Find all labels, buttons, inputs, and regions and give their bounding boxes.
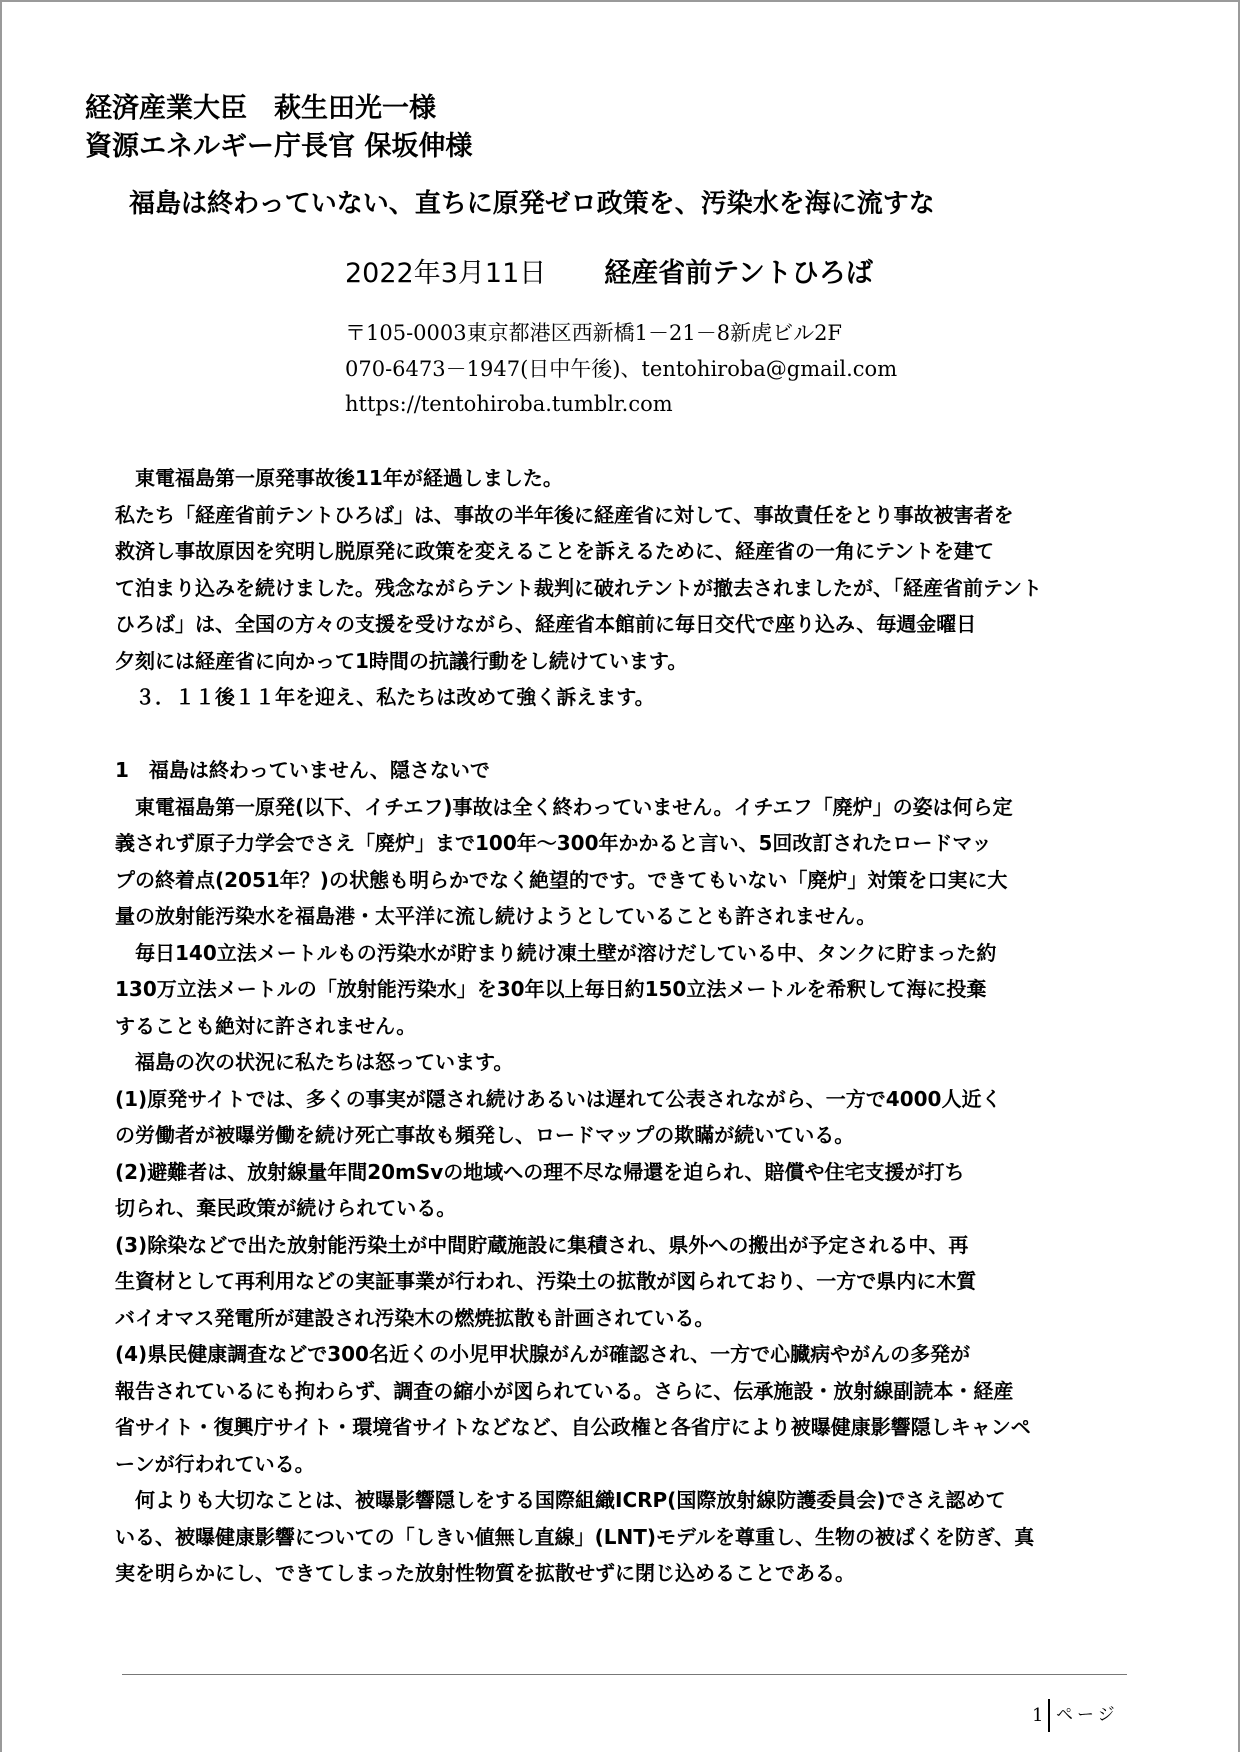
section-line: 東電福島第一原発(以下、イチエフ)事故は全く終わっていません。イチエフ「廃炉」の姿は何ら定 <box>115 794 1013 819</box>
addressee-minister: 経済産業大臣 萩生田光一様 <box>85 93 436 124</box>
document-date: 2022年3月11日 <box>345 258 547 289</box>
section-line: 量の放射能汚染水を福島港・太平洋に流し続けようとしていることも許されません。 <box>115 904 877 928</box>
document-title: 福島は終わっていない、直ちに原発ゼロ政策を、汚染水を海に流すな <box>129 189 935 219</box>
section-line: 切られ、棄民政策が続けられている。 <box>115 1196 457 1220</box>
website-url: https://tentohiroba.tumblr.com <box>345 392 673 416</box>
section-line: いる、被曝健康影響についての「しきい値無し直線」(LNT)モデルを尊重し、生物の被ばくを防ぎ、真 <box>115 1524 1035 1549</box>
addressee-block <box>85 90 1085 166</box>
page-footer <box>1032 1699 1132 1732</box>
section-line: 実を明らかにし、できてしまった放射性物質を拡散せずに閉じ込めることである。 <box>115 1561 855 1585</box>
section-line: 省サイト・復興庁サイト・環境省サイトなどなど、自公政権と各省庁により被曝健康影響隠しキャンペ <box>115 1415 1031 1439</box>
postal-address: 〒105-0003東京都港区西新橋1－21－8新虎ビル2F <box>345 321 842 345</box>
section-line: プの終着点(2051年？)の状態も明らかでなく絶望的です。できてもいない「廃炉」対策を口実に大 <box>115 867 1008 892</box>
page-separator-bar <box>1048 1699 1050 1732</box>
section-line: 福島の次の状況に私たちは怒っています。 <box>115 1050 514 1074</box>
intro-line: 夕刻には経産省に向かって1時間の抗議行動をし続けています。 <box>115 648 688 673</box>
page-label: ページ <box>1056 1705 1119 1725</box>
contact-block <box>345 316 1125 423</box>
section-line: の労働者が被曝労働を続け死亡事故も頻発し、ロードマップの欺瞞が続いている。 <box>115 1123 855 1147</box>
section-line: (2)避難者は、放射線量年間20mSvの地域への理不尽な帰還を迫られ、賠償や住宅支援が打ち <box>115 1159 965 1184</box>
footer-divider <box>122 1674 1127 1675</box>
body-text <box>115 460 1127 1592</box>
intro-line: 東電福島第一原発事故後11年が経過しました。 <box>115 466 563 490</box>
intro-line: ３．１１後１１年を迎え、私たちは改めて強く訴えます。 <box>115 685 655 709</box>
date-line <box>345 255 1125 293</box>
section-line: (1)原発サイトでは、多くの事実が隠され続けあるいは遅れて公表されながら、一方で4000人近く <box>115 1086 1002 1111</box>
section-line: 130万立法メートルの「放射能汚染水」を30年以上毎日約150立法メートルを希釈して海に投棄 <box>115 977 987 1001</box>
section-line: 報告されているにも拘わらず、調査の縮小が図られている。さらに、伝承施設・放射線副読本・経産 <box>115 1378 1014 1403</box>
page-number: 1 <box>1032 1705 1044 1726</box>
intro-line: ひろば」は、全国の方々の支援を受けながら、経産省本館前に毎日交代で座り込み、毎週金曜日 <box>115 612 977 636</box>
addressee-agency-director: 資源エネルギー庁長官 保坂伸様 <box>85 131 473 162</box>
intro-line: 救済し事故原因を究明し脱原発に政策を変えることを訴えるために、経産省の一角にテントを建て <box>115 539 994 563</box>
phone-email: 070-6473－1947(日中午後)、tentohiroba@gmail.com <box>345 356 898 381</box>
section-heading: 1 福島は終わっていません、隠さないで <box>115 758 490 782</box>
section-line: ーンが行われている。 <box>115 1451 315 1476</box>
section-line: (3)除染などで出た放射能汚染土が中間貯蔵施設に集積され、県外への搬出が予定される中、再 <box>115 1232 969 1257</box>
section-line: 何よりも大切なことは、被曝影響隠しをする国際組織ICRP(国際放射線防護委員会)でさえ認めて <box>115 1488 1006 1512</box>
section-line: 生資材として再利用などの実証事業が行われ、汚染土の拡散が図られており、一方で県内に木質 <box>115 1269 977 1293</box>
section-line: 毎日140立法メートルもの汚染水が貯まり続け凍土壁が溶けだしている中、タンクに貯まった約 <box>115 940 997 965</box>
section-line: 義されず原子力学会でさえ「廃炉」まで100年～300年かかると言い、5回改訂されたロードマッ <box>115 831 992 855</box>
intro-line: 私たち「経産省前テントひろば」は、事故の半年後に経産省に対して、事故責任をとり事故被害者を <box>115 502 1014 527</box>
sender-name: 経産省前テントひろば <box>604 258 873 289</box>
paragraph-spacer <box>115 716 1127 753</box>
section-line: バイオマス発電所が建設され汚染木の燃焼拡散も計画されている。 <box>115 1305 715 1330</box>
section-line: することも絶対に許されません。 <box>115 1013 417 1038</box>
section-line: (4)県民健康調査などで300名近くの小児甲状腺がんが確認され、一方で心臓病やがんの多発が <box>115 1342 971 1366</box>
intro-line: て泊まり込みを続けました。残念ながらテント裁判に破れテントが撤去されましたが、「経産省前テント <box>115 575 1042 600</box>
